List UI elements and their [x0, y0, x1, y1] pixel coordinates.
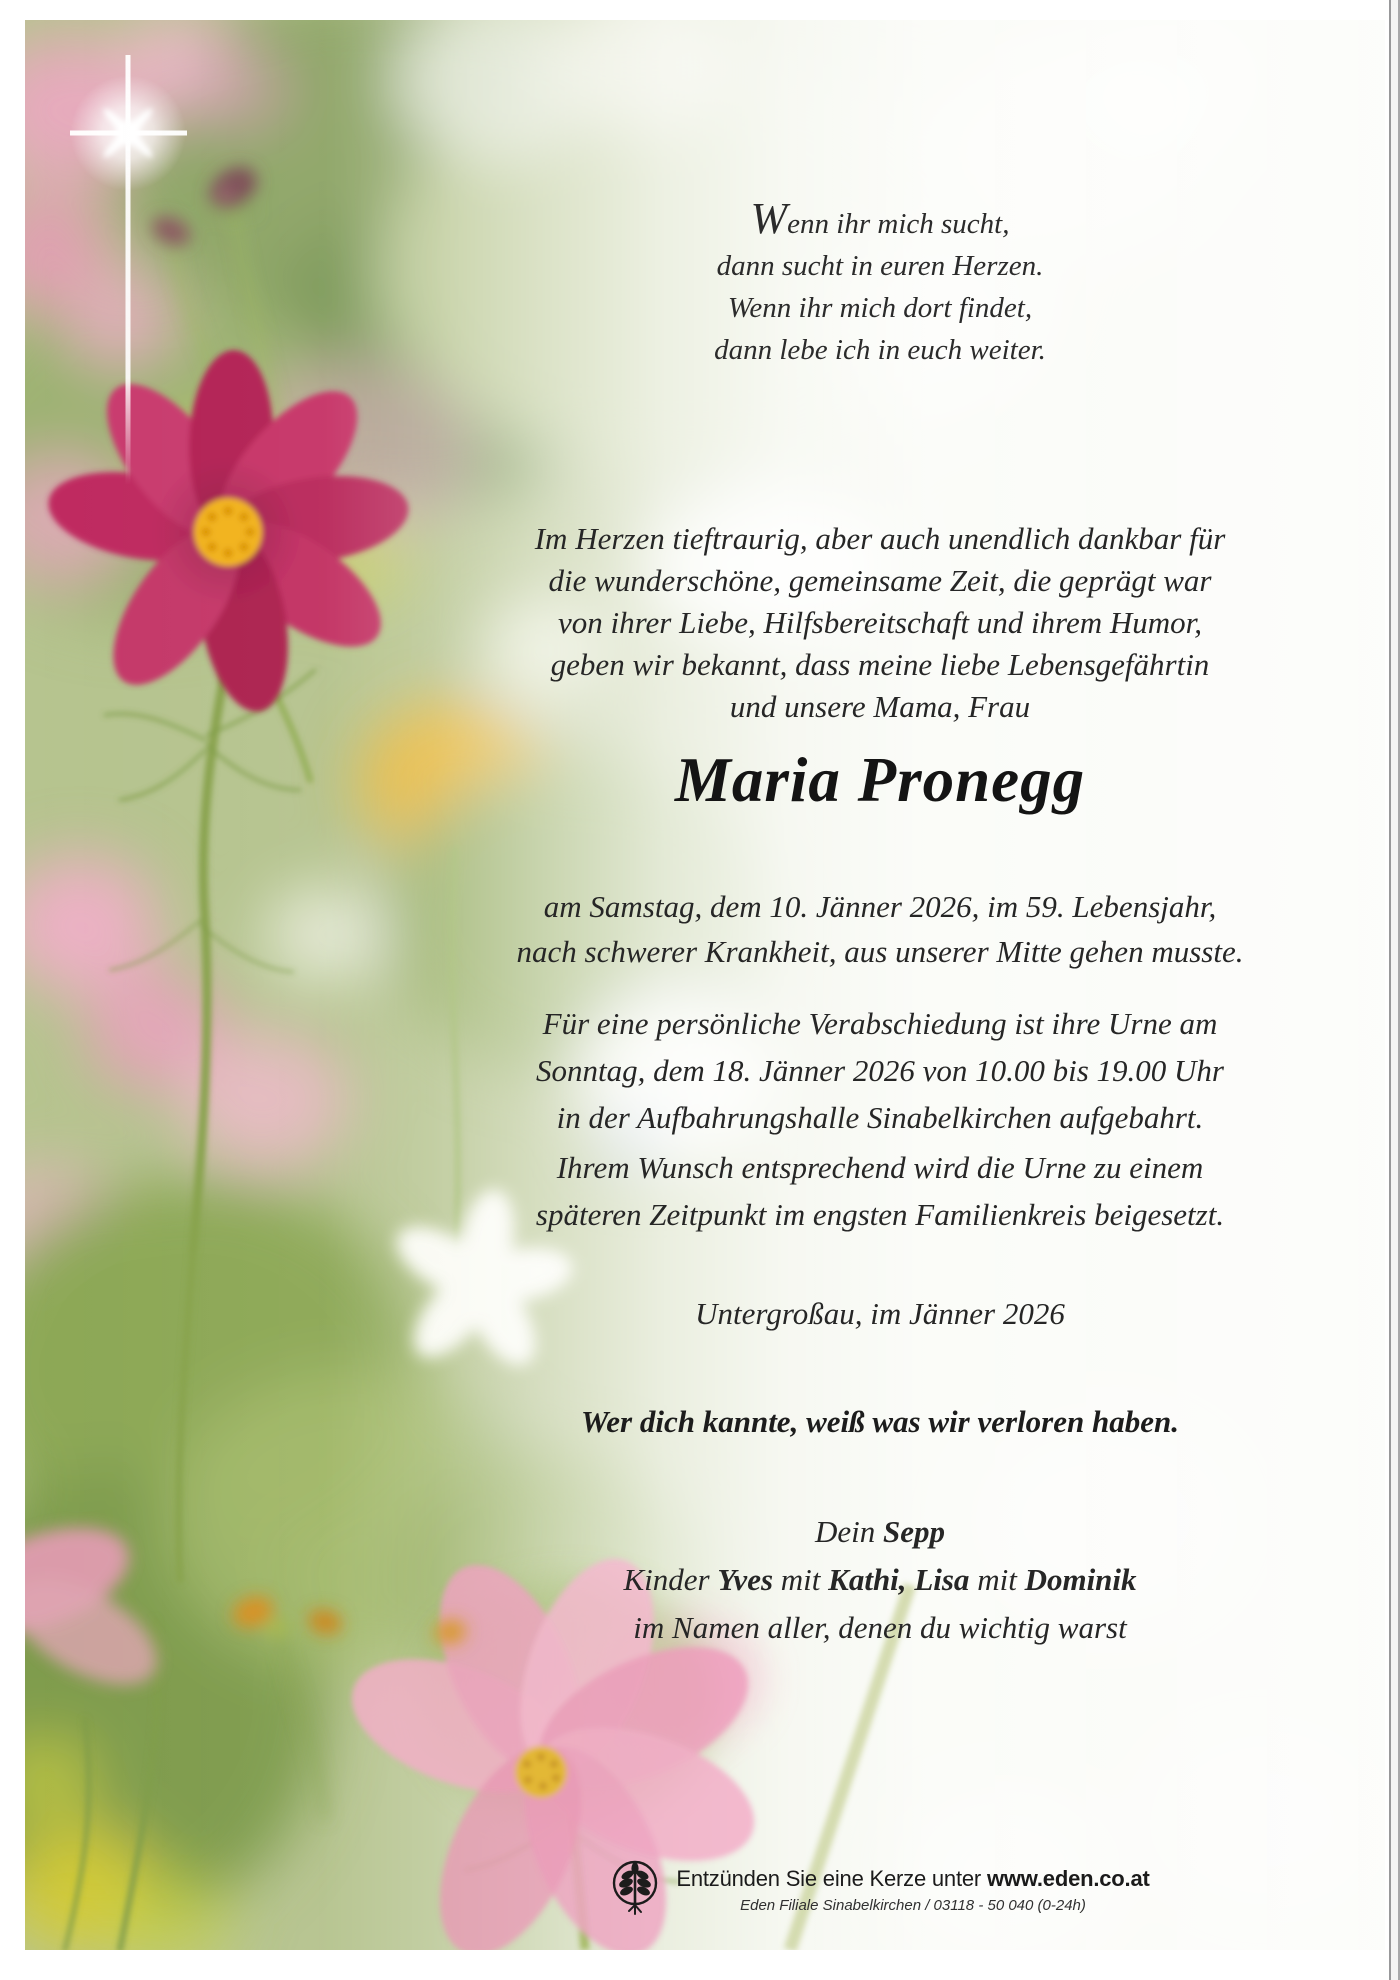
footer-text [676, 1858, 1149, 1914]
candle-line: Entzünden Sie eine Kerze unter www.eden.co.at [676, 1866, 1150, 1891]
child-name: Lisa [906, 1562, 970, 1597]
urn-info [350, 1144, 1400, 1238]
farewell-info [350, 1000, 1400, 1141]
mourner-closing: im Namen aller, denen du wichtig warst [633, 1610, 1127, 1645]
poem-line: dann lebe ich in euch weiter. [714, 334, 1046, 366]
funeral-home-footer [350, 1858, 1400, 1920]
announcement-paragraph [350, 518, 1400, 728]
announcement-line: und unsere Mama, Frau [729, 689, 1031, 724]
scan-edge-line [1389, 0, 1400, 1980]
deceased-name: Maria Pronegg [674, 745, 1086, 815]
announcement-line: geben wir bekannt, dass meine liebe Lebensgefährtin [550, 647, 1210, 682]
urn-line: späteren Zeitpunkt im engsten Familienkreis beigesetzt. [535, 1197, 1225, 1232]
urn-line: Ihrem Wunsch entsprechend wird die Urne zu einem [556, 1150, 1204, 1185]
mourner-children: Kinder Yves mit Kathi, Lisa mit Dominik [623, 1562, 1137, 1597]
eden-url: www.eden.co.at [986, 1866, 1150, 1891]
farewell-line: Für eine persönliche Verabschiedung ist ihre Urne am [542, 1006, 1218, 1041]
motto-line: Wer dich kannte, weiß was wir verloren haben. [581, 1404, 1179, 1439]
poem-line: Wenn ihr mich dort findet, [727, 292, 1033, 324]
eden-leaf-logo-icon [610, 1858, 660, 1920]
branch-line: Eden Filiale Sinabelkirchen / 03118 - 50 040 (0-24h) [740, 1897, 1086, 1914]
partner-name: Sepp [883, 1514, 945, 1549]
farewell-line: Sonntag, dem 18. Jänner 2026 von 10.00 bis 19.00 Uhr [536, 1053, 1224, 1088]
poem-line: dann sucht in euren Herzen. [716, 250, 1044, 282]
child-name: Yves [717, 1562, 774, 1597]
child-partner-name: Kathi, [828, 1562, 907, 1597]
poem-line: Wenn ihr mich sucht, [750, 194, 1010, 243]
announcement-line: von ihrer Liebe, Hilfsbereitschaft und ihrem Humor, [557, 605, 1203, 640]
death-info [350, 884, 1400, 974]
place-dateline: Untergroßau, im Jänner 2026 [695, 1296, 1065, 1331]
death-info-line: am Samstag, dem 10. Jänner 2026, im 59. Lebensjahr, [543, 889, 1217, 924]
farewell-line: in der Aufbahrungshalle Sinabelkirchen aufgebahrt. [556, 1100, 1204, 1135]
mourner-partner: Dein Sepp [814, 1514, 945, 1549]
announcement-line: Im Herzen tieftraurig, aber auch unendlich dankbar für [534, 521, 1226, 556]
poem-initial: W [750, 194, 788, 243]
announcement-line: die wunderschöne, gemeinsame Zeit, die geprägt war [548, 563, 1212, 598]
child-partner-name: Dominik [1024, 1562, 1137, 1597]
memorial-poem [350, 194, 1400, 371]
death-info-line: nach schwerer Krankheit, aus unserer Mitte gehen musste. [516, 934, 1244, 969]
